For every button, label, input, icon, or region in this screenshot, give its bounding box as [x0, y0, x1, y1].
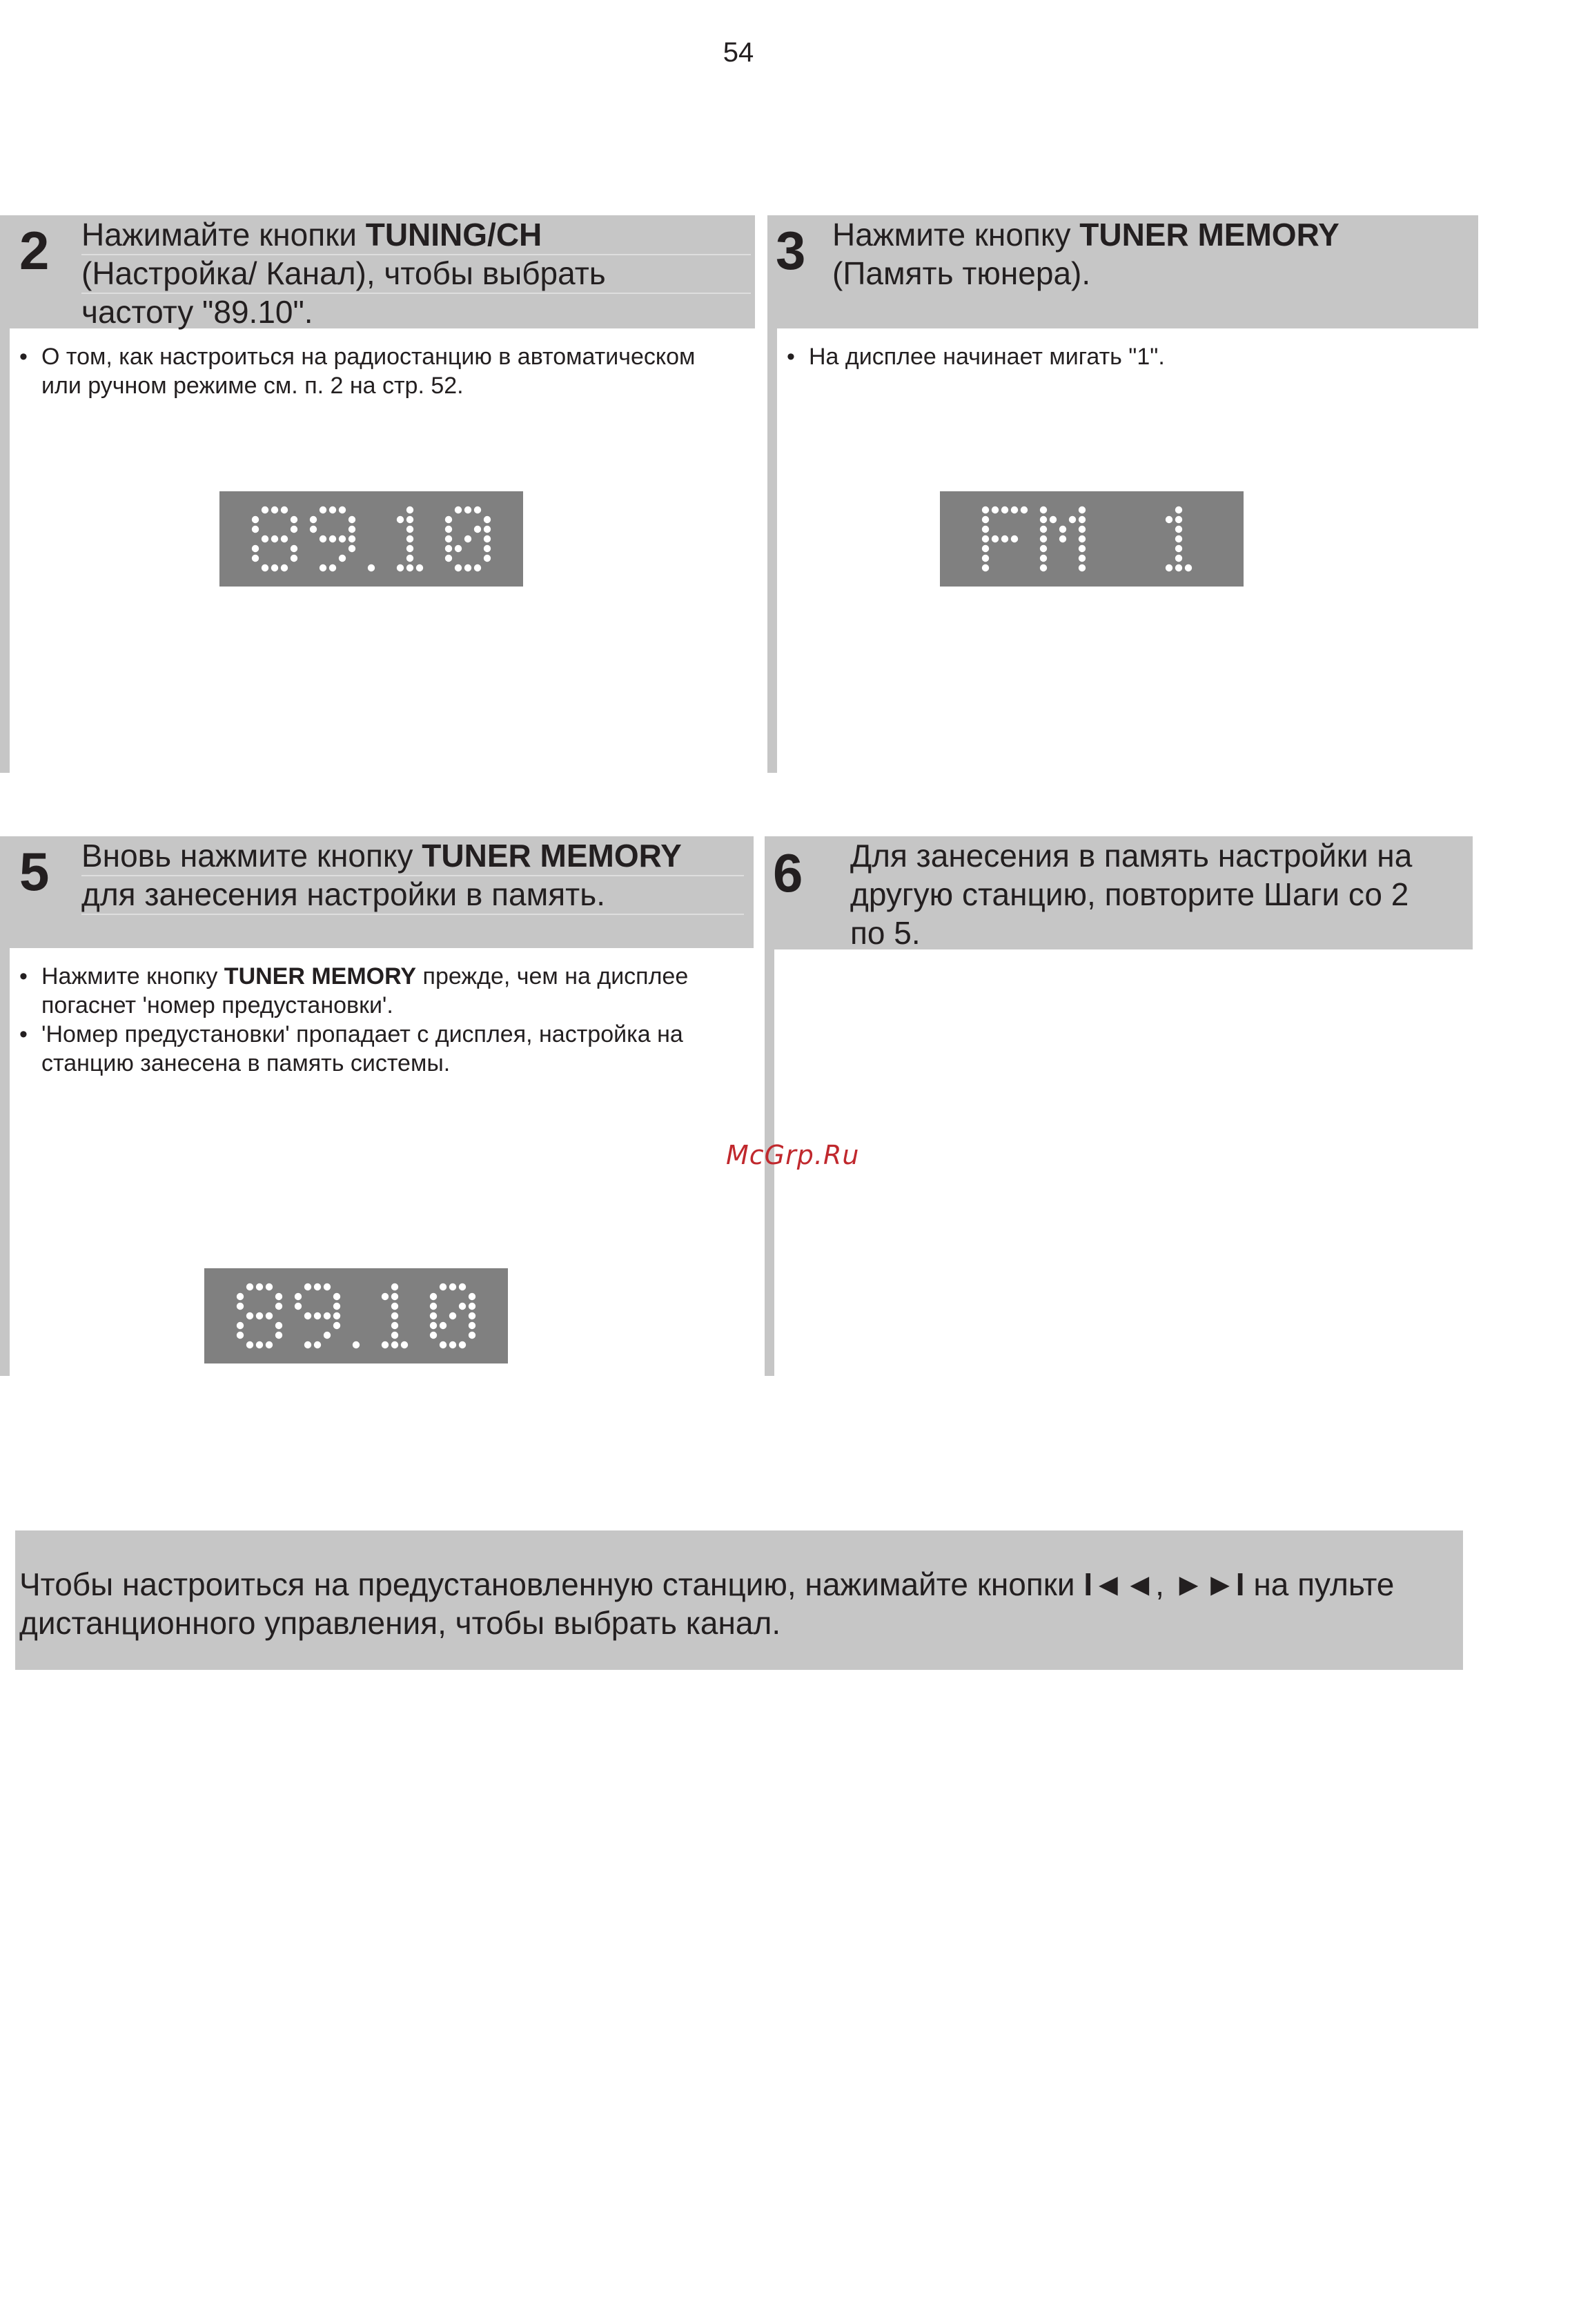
step-5-side-bar	[0, 836, 10, 1376]
display-dot	[310, 526, 317, 533]
display-dot	[484, 555, 491, 562]
step-5-notes	[17, 962, 748, 1078]
tip-text	[19, 1565, 1462, 1642]
display-dot	[459, 1303, 466, 1310]
display-dot	[430, 1312, 437, 1319]
display-dot	[391, 1322, 398, 1329]
display-dot	[406, 564, 413, 571]
display-dot	[382, 1293, 389, 1300]
display-dot	[406, 506, 413, 513]
display-dot	[464, 506, 471, 513]
display-dot	[329, 535, 336, 542]
display-dot	[252, 516, 259, 523]
display-dot	[314, 1312, 321, 1319]
display-dot	[469, 1312, 475, 1319]
display-dot	[1040, 545, 1047, 552]
display-dot	[464, 535, 471, 542]
display-dots	[219, 491, 523, 587]
display-dot	[445, 516, 452, 523]
display-dot	[406, 516, 413, 523]
step-5-note2-line2: станцию занесена в память системы.	[41, 1050, 451, 1076]
display-dot	[329, 564, 336, 571]
display-dot	[484, 545, 491, 552]
display-dot	[349, 516, 355, 523]
display-dot	[1175, 555, 1182, 562]
display-dot	[445, 526, 452, 533]
display-dot	[1175, 545, 1182, 552]
display-dot	[262, 506, 268, 513]
display-dot	[256, 1283, 263, 1290]
display-dot	[266, 1283, 273, 1290]
display-dot	[256, 1312, 263, 1319]
step-5-note1-b: прежде, чем на дисплее	[416, 963, 689, 989]
step-3-number: 3	[776, 220, 806, 281]
display-dot	[445, 535, 452, 542]
display-dot	[1175, 535, 1182, 542]
display-dot	[401, 1341, 408, 1348]
display-dot	[982, 564, 989, 571]
list-item	[17, 342, 748, 400]
display-dot	[430, 1303, 437, 1310]
display-dot	[237, 1322, 244, 1329]
display-dot	[1079, 516, 1086, 523]
display-dots	[204, 1268, 508, 1363]
display-dot	[339, 506, 346, 513]
display-dot	[295, 1303, 302, 1310]
step-3-button-name: TUNER MEMORY	[1079, 217, 1339, 253]
display-dot	[474, 506, 481, 513]
display-dot	[449, 1283, 456, 1290]
display-dot	[1001, 535, 1008, 542]
display-dot	[333, 1303, 340, 1310]
display-dot	[391, 1341, 398, 1348]
display-dot	[1185, 564, 1192, 571]
display-dot	[1040, 564, 1047, 571]
display-dot	[469, 1293, 475, 1300]
step-6-instruction	[850, 836, 1412, 952]
display-dot	[484, 516, 491, 523]
display-dot	[304, 1283, 311, 1290]
display-dot	[304, 1312, 311, 1319]
display-dot	[406, 526, 413, 533]
step-5-note1-a: Нажмите кнопку	[41, 963, 224, 989]
display-dot	[1040, 516, 1047, 523]
display-dot	[484, 535, 491, 542]
step-2-display	[219, 491, 523, 587]
tip-text-a: Чтобы настроиться на предустановленную станцию, нажимайте кнопки	[19, 1566, 1084, 1602]
display-dot	[391, 1293, 398, 1300]
step-2-side-bar	[0, 215, 10, 773]
step-2-note-line1: О том, как настроиться на радиостанцию в автоматическом	[41, 344, 696, 370]
display-dot	[266, 1312, 273, 1319]
list-item	[17, 962, 748, 1020]
tip-text-line2: дистанционного управления, чтобы выбрать канал.	[19, 1605, 781, 1641]
step-2-number: 2	[19, 220, 50, 281]
step-2-instruction	[81, 215, 606, 331]
display-dot	[339, 555, 346, 562]
step-6-text-line1: Для занесения в память настройки на	[850, 838, 1413, 874]
display-dot	[440, 1341, 446, 1348]
display-dot	[262, 564, 268, 571]
display-dot	[291, 526, 297, 533]
display-dot	[982, 555, 989, 562]
display-dot	[382, 1341, 389, 1348]
display-dot	[455, 545, 462, 552]
step-5-button-name: TUNER MEMORY	[422, 838, 682, 874]
display-dot	[333, 1312, 340, 1319]
display-dot	[237, 1332, 244, 1339]
display-dot	[266, 1341, 273, 1348]
display-dot	[291, 516, 297, 523]
display-dot	[353, 1341, 360, 1348]
display-dot	[406, 555, 413, 562]
display-dot	[1079, 555, 1086, 562]
step-2-header	[10, 215, 755, 328]
display-dot	[333, 1322, 340, 1329]
display-dot	[1011, 506, 1018, 513]
display-dot	[246, 1312, 253, 1319]
display-dot	[416, 564, 423, 571]
display-dot	[349, 526, 355, 533]
display-dot	[1175, 526, 1182, 533]
display-dot	[291, 545, 297, 552]
display-dot	[474, 526, 481, 533]
step-2-text-a: Нажимайте кнопки	[81, 217, 366, 253]
display-dot	[455, 564, 462, 571]
step-5-text-a: Вновь нажмите кнопку	[81, 838, 422, 874]
display-dot	[320, 506, 326, 513]
display-dot	[1040, 526, 1047, 533]
display-dot	[333, 1293, 340, 1300]
step-2-text-line3: частоту "89.10".	[81, 294, 313, 330]
display-dot	[314, 1341, 321, 1348]
display-dot	[992, 535, 999, 542]
tip-text-b: на пульте	[1244, 1566, 1395, 1602]
display-dot	[320, 564, 326, 571]
display-dot	[1175, 506, 1182, 513]
display-dot	[459, 1341, 466, 1348]
display-dot	[310, 516, 317, 523]
divider	[81, 875, 744, 876]
display-dot	[368, 564, 375, 571]
display-dot	[484, 526, 491, 533]
step-5-note1-button: TUNER MEMORY	[224, 963, 417, 989]
display-dot	[391, 1303, 398, 1310]
step-6-text-line2: другую станцию, повторите Шаги со 2	[850, 876, 1409, 912]
display-dot	[275, 1322, 282, 1329]
watermark: McGrp.Ru	[726, 1140, 860, 1170]
divider	[81, 293, 751, 294]
display-dot	[324, 1283, 331, 1290]
display-dot	[329, 506, 336, 513]
display-dot	[982, 516, 989, 523]
display-dot	[1021, 506, 1028, 513]
step-5-display	[204, 1268, 508, 1363]
display-dot	[295, 1293, 302, 1300]
step-6-text-line3: по 5.	[850, 915, 921, 951]
display-dot	[469, 1322, 475, 1329]
step-2-notes	[17, 342, 748, 400]
display-dot	[474, 564, 481, 571]
tip-text-sep: ,	[1155, 1566, 1173, 1602]
display-dot	[391, 1283, 398, 1290]
step-3-text-line2: (Память тюнера).	[832, 255, 1091, 291]
step-5-header	[10, 836, 754, 948]
display-dot	[459, 1283, 466, 1290]
display-dot	[982, 535, 989, 542]
display-dot	[1079, 526, 1086, 533]
step-6-header	[765, 836, 1473, 949]
display-dot	[449, 1341, 456, 1348]
display-dot	[252, 555, 259, 562]
display-dot	[1011, 535, 1018, 542]
display-dot	[464, 564, 471, 571]
display-dot	[349, 545, 355, 552]
display-dot	[275, 1332, 282, 1339]
display-dot	[271, 506, 278, 513]
display-dot	[430, 1322, 437, 1329]
display-dot	[1040, 506, 1047, 513]
step-5-text-line2: для занесения настройки в память.	[81, 876, 605, 912]
step-5-number: 5	[19, 841, 50, 902]
display-dot	[1050, 516, 1057, 523]
display-dot	[445, 545, 452, 552]
step-2-text-line2: (Настройка/ Канал), чтобы выбрать	[81, 255, 606, 291]
display-dot	[1175, 516, 1182, 523]
page-number: 54	[723, 37, 754, 68]
display-dot	[256, 1341, 263, 1348]
display-dot	[291, 555, 297, 562]
tip-box	[15, 1530, 1463, 1670]
divider	[81, 914, 744, 915]
display-dot	[469, 1303, 475, 1310]
display-dot	[339, 535, 346, 542]
display-dot	[406, 545, 413, 552]
display-dot	[430, 1293, 437, 1300]
display-dot	[992, 506, 999, 513]
display-dot	[1079, 535, 1086, 542]
step-3-instruction	[832, 215, 1339, 293]
display-dot	[324, 1332, 331, 1339]
step-2-note-line2: или ручном режиме см. п. 2 на стр. 52.	[41, 373, 464, 399]
prev-button-symbol: I◄◄	[1083, 1566, 1156, 1602]
display-dot	[397, 564, 404, 571]
display-dot	[252, 545, 259, 552]
divider	[81, 254, 751, 255]
display-dot	[469, 1332, 475, 1339]
step-2-button-name: TUNING/CH	[365, 217, 542, 253]
display-dot	[1001, 506, 1008, 513]
display-dot	[440, 1283, 446, 1290]
display-dot	[246, 1283, 253, 1290]
step-6-number: 6	[773, 843, 803, 903]
display-dot	[1069, 516, 1076, 523]
display-dot	[281, 564, 288, 571]
display-dot	[1040, 555, 1047, 562]
step-5-note2-line1: 'Номер предустановки' пропадает с дисплея, настройка на	[41, 1021, 683, 1047]
display-dot	[1166, 516, 1172, 523]
display-dot	[320, 535, 326, 542]
display-dot	[455, 506, 462, 513]
display-dot	[314, 1283, 321, 1290]
step-3-display	[940, 491, 1244, 587]
step-5-note1-line2: погаснет 'номер предустановки'.	[41, 992, 393, 1018]
display-dot	[271, 535, 278, 542]
display-dot	[982, 545, 989, 552]
display-dot	[391, 1312, 398, 1319]
display-dot	[1079, 506, 1086, 513]
display-dot	[1079, 545, 1086, 552]
display-dot	[445, 555, 452, 562]
display-dot	[252, 526, 259, 533]
display-dot	[430, 1332, 437, 1339]
step-3-header	[767, 215, 1478, 328]
display-dot	[349, 535, 355, 542]
display-dot	[304, 1341, 311, 1348]
display-dots	[940, 491, 1244, 587]
display-dot	[1079, 564, 1086, 571]
display-dot	[1175, 564, 1182, 571]
display-dot	[237, 1303, 244, 1310]
display-dot	[281, 506, 288, 513]
list-item	[17, 1020, 748, 1078]
step-3-text-a: Нажмите кнопку	[832, 217, 1080, 253]
display-dot	[449, 1312, 456, 1319]
next-button-symbol: ►►I	[1172, 1566, 1245, 1602]
display-dot	[1059, 526, 1066, 533]
display-dot	[982, 526, 989, 533]
display-dot	[281, 535, 288, 542]
display-dot	[397, 516, 404, 523]
display-dot	[275, 1293, 282, 1300]
list-item: • На дисплее начинает мигать "1".	[784, 342, 1474, 371]
display-dot	[982, 506, 989, 513]
display-dot	[1059, 535, 1066, 542]
display-dot	[406, 535, 413, 542]
display-dot	[262, 535, 268, 542]
step-3-notes	[784, 342, 1474, 371]
display-dot	[275, 1303, 282, 1310]
display-dot	[271, 564, 278, 571]
display-dot	[1040, 535, 1047, 542]
display-dot	[246, 1341, 253, 1348]
display-dot	[324, 1312, 331, 1319]
display-dot	[440, 1322, 446, 1329]
display-dot	[1166, 564, 1172, 571]
display-dot	[391, 1332, 398, 1339]
display-dot	[237, 1293, 244, 1300]
